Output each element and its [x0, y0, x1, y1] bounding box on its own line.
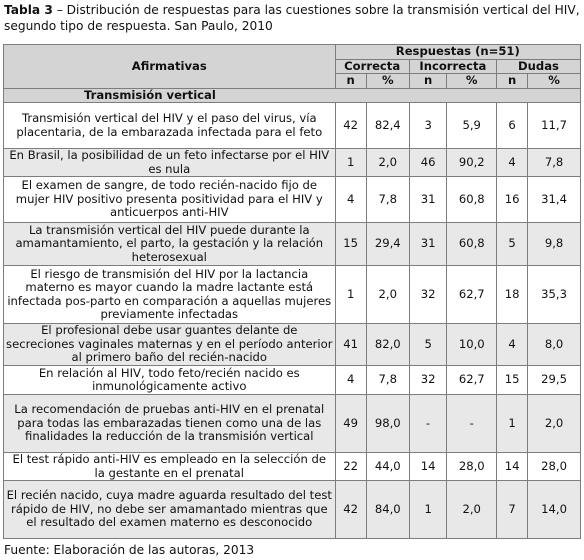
incorrecta-pct-cell: 5,9 [447, 103, 497, 149]
incorrecta-n-cell: 32 [409, 366, 447, 395]
correcta-pct-cell: 98,0 [366, 395, 409, 453]
incorrecta-pct-cell: 28,0 [447, 453, 497, 481]
dudas-n-cell: 14 [496, 453, 527, 481]
table-caption [4, 2, 582, 34]
dudas-pct-cell: 7,8 [528, 149, 581, 177]
responses-table [3, 44, 581, 539]
dudas-pct-cell: 9,8 [528, 223, 581, 266]
correcta-pct-cell: 82,4 [366, 103, 409, 149]
table-row [4, 223, 581, 266]
table-row [4, 177, 581, 223]
correcta-pct-cell: 44,0 [366, 453, 409, 481]
subheader-n: n [409, 74, 447, 88]
table-row [4, 324, 581, 366]
incorrecta-pct-cell: 10,0 [447, 324, 497, 366]
correcta-n-cell: 42 [335, 481, 366, 539]
incorrecta-n-cell: 5 [409, 324, 447, 366]
statement-cell: El riesgo de transmisión del HIV por la lactancia materno es mayor cuando la madre lactante está infectada pos-parto en comparación a aquellas mujeres previamente infectadas [4, 266, 336, 324]
header-dudas: Dudas [496, 60, 580, 74]
statement-cell: El test rápido anti-HIV es empleado en la selección de la gestante en el prenatal [4, 453, 336, 481]
incorrecta-n-cell: 3 [409, 103, 447, 149]
header-incorrecta: Incorrecta [409, 60, 496, 74]
incorrecta-n-cell: 14 [409, 453, 447, 481]
incorrecta-n-cell: 31 [409, 177, 447, 223]
incorrecta-n-cell: 46 [409, 149, 447, 177]
correcta-pct-cell: 2,0 [366, 149, 409, 177]
correcta-n-cell: 42 [335, 103, 366, 149]
table-row [4, 395, 581, 453]
statement-cell: En relación al HIV, todo feto/recién nacido es inmunológicamente activo [4, 366, 336, 395]
header-correcta: Correcta [335, 60, 409, 74]
source-note: Fuente: Elaboración de las autoras, 2013 [4, 543, 255, 557]
table-row [4, 149, 581, 177]
dudas-pct-cell: 11,7 [528, 103, 581, 149]
table-row [4, 481, 581, 539]
header-respuestas: Respuestas (n=51) [335, 45, 580, 60]
table-caption-text: – Distribución de respuestas para las cuestiones sobre la transmisión vertical del HIV, segundo tipo de respuesta. San Paulo, 2010 [4, 3, 580, 33]
incorrecta-n-cell: 31 [409, 223, 447, 266]
dudas-pct-cell: 8,0 [528, 324, 581, 366]
statement-cell: La transmisión vertical del HIV puede durante la amamantamiento, el parto, la gestación y la relación heterosexual [4, 223, 336, 266]
dudas-n-cell: 4 [496, 324, 527, 366]
incorrecta-pct-cell: - [447, 395, 497, 453]
header-afirmativas: Afirmativas [4, 45, 336, 89]
incorrecta-pct-cell: 62,7 [447, 366, 497, 395]
correcta-n-cell: 15 [335, 223, 366, 266]
correcta-n-cell: 1 [335, 149, 366, 177]
correcta-n-cell: 41 [335, 324, 366, 366]
incorrecta-n-cell: 1 [409, 481, 447, 539]
dudas-pct-cell: 35,3 [528, 266, 581, 324]
dudas-n-cell: 1 [496, 395, 527, 453]
dudas-pct-cell: 31,4 [528, 177, 581, 223]
table-row [4, 453, 581, 481]
correcta-n-cell: 4 [335, 177, 366, 223]
subheader-pct: % [447, 74, 497, 88]
correcta-n-cell: 49 [335, 395, 366, 453]
correcta-pct-cell: 7,8 [366, 366, 409, 395]
table-row [4, 266, 581, 324]
incorrecta-pct-cell: 60,8 [447, 223, 497, 266]
statement-cell: En Brasil, la posibilidad de un feto infectarse por el HIV es nula [4, 149, 336, 177]
incorrecta-pct-cell: 90,2 [447, 149, 497, 177]
correcta-pct-cell: 2,0 [366, 266, 409, 324]
incorrecta-pct-cell: 60,8 [447, 177, 497, 223]
subheader-pct: % [528, 74, 581, 88]
dudas-pct-cell: 14,0 [528, 481, 581, 539]
correcta-pct-cell: 82,0 [366, 324, 409, 366]
incorrecta-pct-cell: 62,7 [447, 266, 497, 324]
correcta-pct-cell: 7,8 [366, 177, 409, 223]
dudas-n-cell: 15 [496, 366, 527, 395]
dudas-n-cell: 4 [496, 149, 527, 177]
statement-cell: Transmisión vertical del HIV y el paso del virus, vía placentaria, de la embarazada infectada para el feto [4, 103, 336, 149]
subheader-n: n [496, 74, 527, 88]
table-row [4, 103, 581, 149]
dudas-pct-cell: 29,5 [528, 366, 581, 395]
correcta-pct-cell: 84,0 [366, 481, 409, 539]
table-row [4, 366, 581, 395]
correcta-n-cell: 22 [335, 453, 366, 481]
statement-cell: El examen de sangre, de todo recién-nacido fijo de mujer HIV positivo presenta positividad para el HIV y anticuerpos anti-HIV [4, 177, 336, 223]
incorrecta-n-cell: - [409, 395, 447, 453]
subheader-n: n [335, 74, 366, 88]
statement-cell: La recomendación de pruebas anti-HIV en el prenatal para todas las embarazadas tienen como una de las finalidades la reducción de la transmisión vertical [4, 395, 336, 453]
correcta-n-cell: 4 [335, 366, 366, 395]
dudas-n-cell: 7 [496, 481, 527, 539]
incorrecta-pct-cell: 2,0 [447, 481, 497, 539]
dudas-n-cell: 16 [496, 177, 527, 223]
statement-cell: El recién nacido, cuya madre aguarda resultado del test rápido de HIV, no debe ser amamantado mientras que el resultado del examen materno es desconocido [4, 481, 336, 539]
section-transmision-vertical: Transmisión vertical [4, 88, 581, 102]
table-caption-label: Tabla 3 [4, 3, 53, 17]
correcta-pct-cell: 29,4 [366, 223, 409, 266]
dudas-pct-cell: 2,0 [528, 395, 581, 453]
dudas-pct-cell: 28,0 [528, 453, 581, 481]
correcta-n-cell: 1 [335, 266, 366, 324]
dudas-n-cell: 18 [496, 266, 527, 324]
statement-cell: El profesional debe usar guantes delante de secreciones vaginales maternas y en el período anterior al primero baño del recién-nacido [4, 324, 336, 366]
subheader-pct: % [366, 74, 409, 88]
incorrecta-n-cell: 32 [409, 266, 447, 324]
dudas-n-cell: 5 [496, 223, 527, 266]
dudas-n-cell: 6 [496, 103, 527, 149]
